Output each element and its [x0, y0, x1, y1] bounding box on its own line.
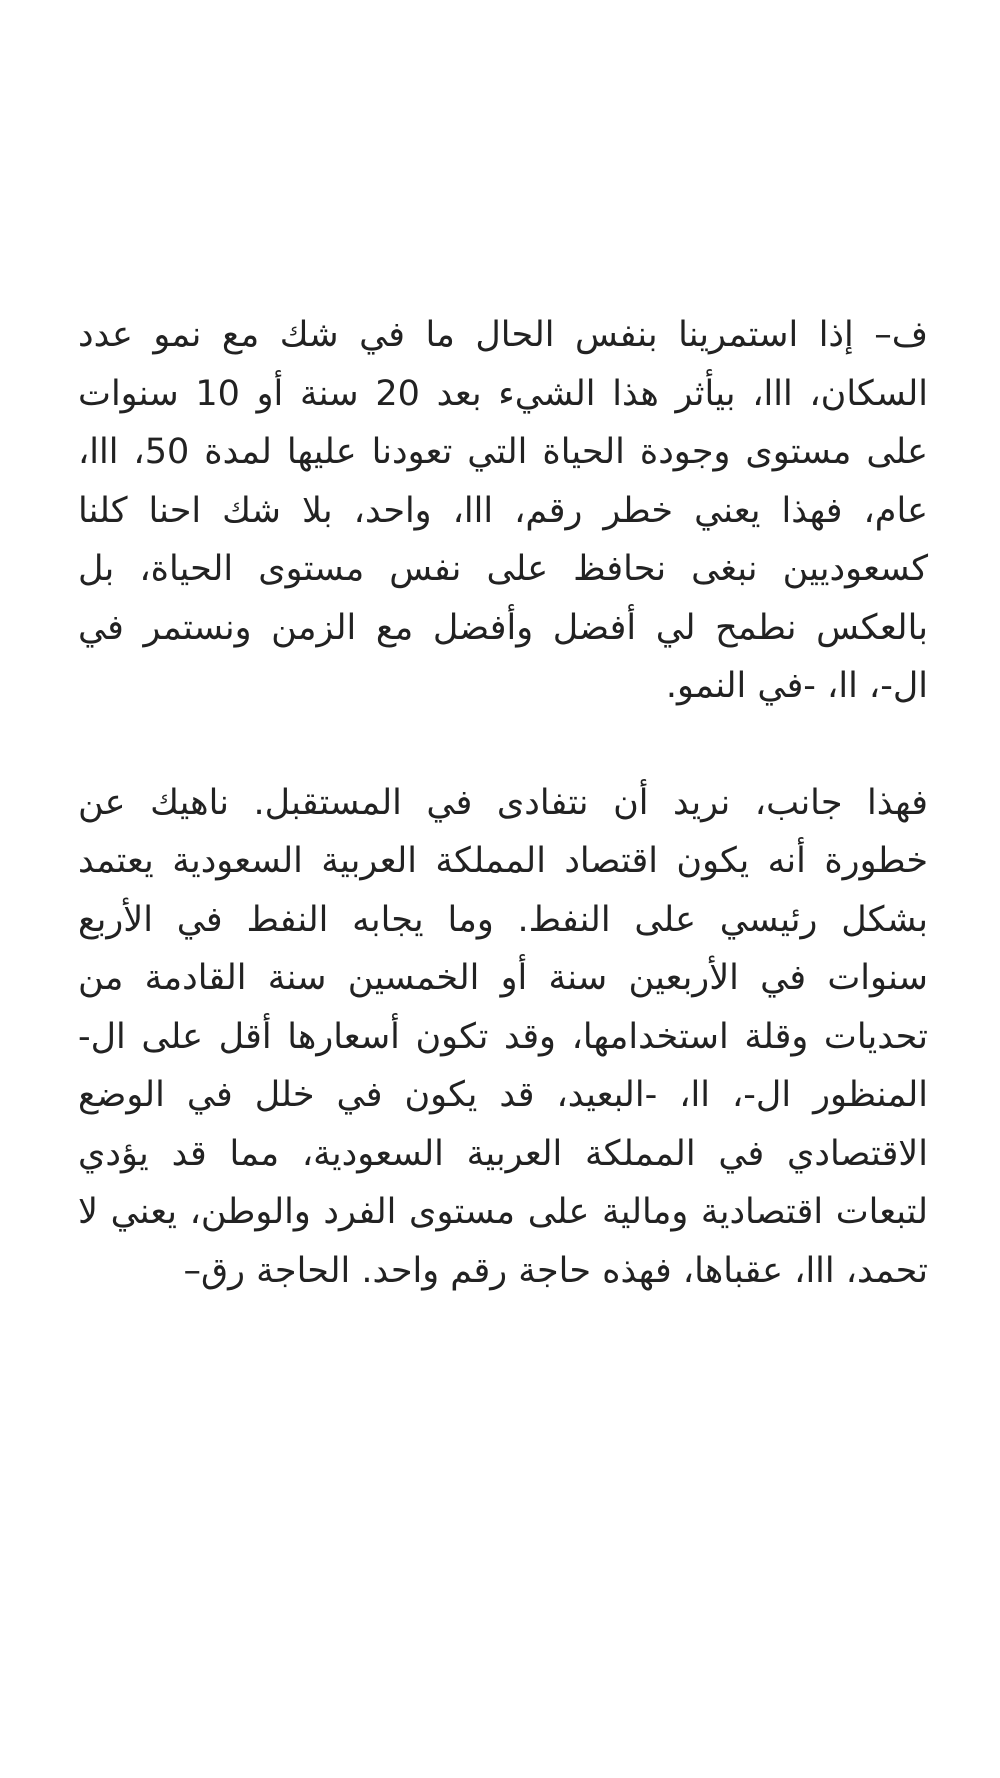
- paragraph-population-growth: ف– إذا استمرينا بنفس الحال ما في شك مع نمو عدد السكان، ااا، بيأثر هذا الشيء بعد 20 سنة أو 10 سنوات على مستوى وجودة الحياة التي تعودنا عليها لمدة 50، ااا، عام، فهذا يعني خطر رقم، ااا، واحد، بلا شك احنا كلنا كسعوديين نبغى نحافظ على نفس مستوى الحياة، بل بالعكس نطمح لي أفضل وأفضل مع الزمن ونستمر في ال-، اا، -في النمو.: [78, 315, 929, 706]
- paragraph-oil-dependence: فهذا جانب، نريد أن نتفادى في المستقبل. ناهيك عن خطورة أنه يكون اقتصاد المملكة العربية السعودية يعتمد بشكل رئيسي على النفط. وما يجابه النفط في الأربع سنوات في الأربعين سنة أو الخمسين سنة القادمة من تحديات وقلة استخدامها، وقد تكون أسعارها أقل على ال- المنظور ال-، اا، -البعيد، قد يكون في خلل في الوضع الاقتصادي في المملكة العربية السعودية، مما قد يؤدي لتبعات اقتصادية ومالية على مستوى الفرد والوطن، يعني لا تحمد، ااا، عقباها، فهذه حاجة رقم واحد. الحاجة رق–: [78, 782, 928, 1291]
- transcript-document: [78, 306, 928, 1300]
